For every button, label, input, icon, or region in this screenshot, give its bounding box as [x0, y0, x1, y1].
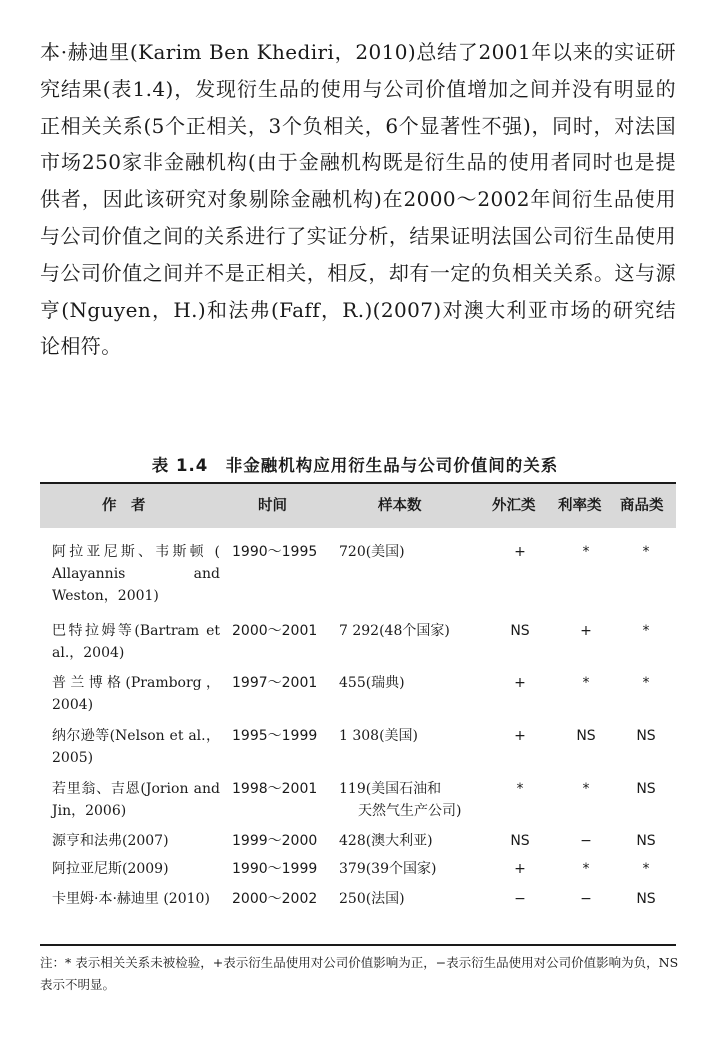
row-7-fx: + — [514, 861, 526, 877]
row-1-time: 1990～1995 — [232, 544, 318, 560]
row-8-ir: − — [580, 891, 592, 907]
row-3-sample: 455(瑞典) — [339, 675, 405, 691]
row-6-time: 1999～2000 — [232, 833, 318, 849]
table-note: 注：* 表示相关关系未被检验，+表示衍生品使用对公司价值影响为正，−表示衍生品使用对公司价值影响为负，NS表示不明显。 — [40, 955, 679, 992]
row-5-commodity: NS — [636, 781, 656, 797]
row-2-commodity: * — [642, 623, 650, 639]
row-8-author: 卡里姆·本·赫迪里 (2010) — [52, 891, 210, 907]
row-5-ir: * — [582, 781, 590, 797]
row-1-sample: 720(美国) — [339, 544, 405, 560]
row-1-commodity: * — [642, 544, 650, 560]
row-2-time: 2000～2001 — [232, 623, 318, 639]
row-4-sample: 1 308(美国) — [339, 728, 419, 744]
row-6-author: 源亨和法弗(2007) — [52, 833, 169, 849]
row-2-sample: 7 292(48个国家) — [339, 623, 450, 639]
row-2-fx: NS — [510, 623, 530, 639]
row-5-time: 1998～2001 — [232, 781, 318, 797]
row-5-fx: * — [516, 781, 524, 797]
row-4-ir: NS — [576, 728, 596, 744]
row-6-fx: NS — [510, 833, 530, 849]
header-sample: 样本数 — [378, 498, 422, 514]
row-5-sample: 119(美国石油和 — [339, 781, 442, 797]
row-4-fx: + — [514, 728, 526, 744]
row-7-author: 阿拉亚尼斯(2009) — [52, 861, 169, 877]
row-3-time: 1997～2001 — [232, 675, 318, 691]
row-6-ir: − — [580, 833, 592, 849]
header-ir: 利率类 — [558, 498, 602, 514]
row-3-fx: + — [514, 675, 526, 691]
row-4-time: 1995～1999 — [232, 728, 318, 744]
table-bottom-rule — [40, 944, 676, 946]
row-4-author: 纳尔逊等(Nelson et al.，2005) — [52, 728, 220, 766]
row-3-ir: * — [582, 675, 590, 691]
row-7-time: 1990～1999 — [232, 861, 318, 877]
header-time: 时间 — [258, 498, 287, 514]
row-6-commodity: NS — [636, 833, 656, 849]
body-paragraph: 本·赫迪里(Karim Ben Khediri，2010)总结了2001年以来的实证研究结果(表1.4)，发现衍生品的使用与公司价值增加之间并没有明显的正相关关系(5个正相关，3个负相关，6个显著性不强)，同时，对法国市场250家非金融机构(由于金融机构既是衍生品的使用者同时也是提供者，因此该研究对象剔除金融机构)在2000～2002年间衍生品使用与公司价值之间的关系进行了实证分析，结果证明法国公司衍生品使用与公司价值之间并不是正相关，相反，却有一定的负相关关系。这与源亨(Nguyen，H.)和法弗(Faff，R.)(2007)对澳大利亚市场的研究结论相符。 — [40, 40, 676, 359]
header-commodity: 商品类 — [620, 498, 664, 514]
row-7-ir: * — [582, 861, 590, 877]
row-8-commodity: NS — [636, 891, 656, 907]
row-2-ir: + — [580, 623, 592, 639]
row-4-commodity: NS — [636, 728, 656, 744]
row-3-author: 普兰博格(Pramborg，2004) — [52, 675, 220, 713]
row-1-author: 阿拉亚尼斯、韦斯顿 ( Allayannis and Weston，2001) — [52, 544, 220, 604]
row-7-sample: 379(39个国家) — [339, 861, 437, 877]
row-7-commodity: * — [642, 861, 650, 877]
header-author: 作 者 — [102, 498, 146, 514]
table-title: 表 1.4 非金融机构应用衍生品与公司价值间的关系 — [151, 456, 559, 475]
row-5-author: 若里翁、吉恩(Jorion and Jin，2006) — [52, 781, 220, 819]
row-6-sample: 428(澳大利亚) — [339, 833, 433, 849]
header-fx: 外汇类 — [492, 498, 536, 514]
row-8-sample: 250(法国) — [339, 891, 405, 907]
row-5-sample-cont: 天然气生产公司) — [358, 803, 462, 819]
row-1-fx: + — [514, 544, 526, 560]
row-1-ir: * — [582, 544, 590, 560]
row-2-author: 巴特拉姆等(Bartram et al.，2004) — [52, 623, 220, 661]
row-8-time: 2000～2002 — [232, 891, 318, 907]
row-3-commodity: * — [642, 675, 650, 691]
row-8-fx: − — [514, 891, 526, 907]
